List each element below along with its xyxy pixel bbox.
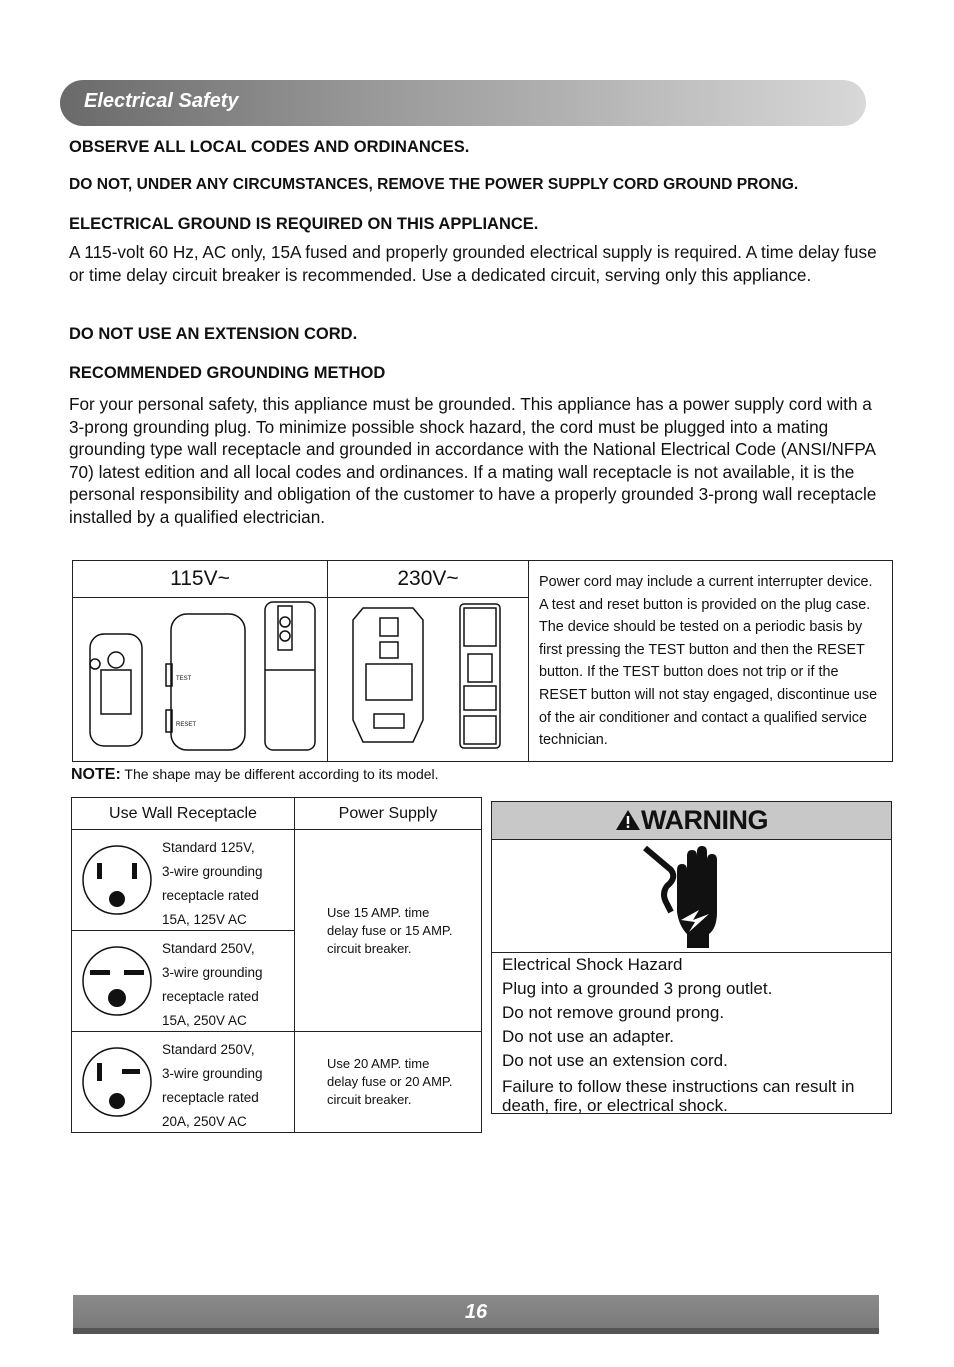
paragraph-supply: A 115-volt 60 Hz, AC only, 15A fused and properly grounded electrical supply is required. A time delay fuse or time delay circuit breaker is recommended. Use a dedicated circuit, serving only this appliance. xyxy=(69,242,877,285)
page-number: 16 xyxy=(73,1295,879,1334)
warning-line: Do not use an adapter. xyxy=(502,1027,675,1046)
receptacle-row: Standard 125V, 3-wire grounding receptacle rated 15A, 125V AC xyxy=(72,830,295,931)
power-supply-20a: Use 20 AMP. time delay fuse or 20 AMP. circuit breaker. xyxy=(295,1032,482,1133)
plug-description: Power cord may include a current interrupter device. A test and reset button is provided on the plug case. The device should be tested on a periodic basis by first pressing the TEST button and then the RESET button. If the TEST button does not trip or if the RESET button will not stay engaged, discontinue use of the air conditioner and contact a qualified service technician. xyxy=(529,561,893,762)
section-title: Electrical Safety xyxy=(84,90,239,112)
warning-header: WARNING xyxy=(492,802,891,840)
section-header xyxy=(60,80,866,126)
plug-230v-illustration xyxy=(328,598,528,756)
warning-line: Do not use an extension cord. xyxy=(502,1051,728,1070)
receptacle-250v-20a-icon xyxy=(80,1045,154,1119)
receptacle-125v-15a-icon xyxy=(80,843,154,917)
receptacle-250v-15a-icon xyxy=(80,944,154,1018)
warning-line: Failure to follow these instructions can result in death, fire, or electrical shock. xyxy=(502,1077,855,1115)
heading-grounding-method: RECOMMENDED GROUNDING METHOD xyxy=(69,364,386,382)
electric-shock-hand-icon xyxy=(637,840,747,950)
heading-extension-cord: DO NOT USE AN EXTENSION CORD. xyxy=(69,325,358,343)
note xyxy=(71,766,439,784)
receptacle-row: Standard 250V, 3-wire grounding receptacle rated 20A, 250V AC xyxy=(72,1032,295,1133)
shock-hazard-image xyxy=(492,840,891,953)
receptacle-table xyxy=(71,797,482,1133)
heading-ground-prong: DO NOT, UNDER ANY CIRCUMSTANCES, REMOVE THE POWER SUPPLY CORD GROUND PRONG. xyxy=(69,176,799,193)
header-wall-receptacle: Use Wall Receptacle xyxy=(72,798,295,830)
plug-table xyxy=(72,560,893,762)
note-text: The shape may be different according to its model. xyxy=(120,766,439,782)
warning-line: Electrical Shock Hazard xyxy=(502,955,683,974)
plug-115v-illustration xyxy=(73,598,327,756)
warning-line: Do not remove ground prong. xyxy=(502,1003,725,1022)
heading-ground-required: ELECTRICAL GROUND IS REQUIRED ON THIS APPLIANCE. xyxy=(69,215,539,233)
plugs-115v xyxy=(73,598,328,762)
receptacle-row: Standard 250V, 3-wire grounding receptacle rated 15A, 250V AC xyxy=(72,931,295,1032)
col-230v: 230V~ xyxy=(328,561,529,598)
warning-triangle-icon xyxy=(615,809,641,831)
note-label: NOTE: xyxy=(71,766,121,783)
plugs-230v xyxy=(328,598,529,762)
header-power-supply: Power Supply xyxy=(295,798,482,830)
paragraph-grounding: For your personal safety, this appliance must be grounded. This appliance has a power supply cord with a 3-prong grounding plug. To minimize possible shock hazard, the cord must be plugged into a mating grounding type wall receptacle and grounded in accordance with the National Electrical Code (ANSI/NFPA 70) latest edition and all local codes and ordinances. If a mating wall receptacle is not available, it is the personal responsibility and obligation of the customer to have a properly grounded 3-prong wall receptacle installed by a qualified electrician. xyxy=(69,394,877,527)
power-supply-15a: Use 15 AMP. time delay fuse or 15 AMP. circuit breaker. xyxy=(295,830,482,1032)
svg-text:RESET: RESET xyxy=(176,722,197,728)
col-115v: 115V~ xyxy=(73,561,328,598)
warning-line: Plug into a grounded 3 prong outlet. xyxy=(502,979,773,998)
svg-text:TEST: TEST xyxy=(176,676,192,682)
heading-codes: OBSERVE ALL LOCAL CODES AND ORDINANCES. xyxy=(69,138,470,156)
warning-box xyxy=(491,801,892,1114)
